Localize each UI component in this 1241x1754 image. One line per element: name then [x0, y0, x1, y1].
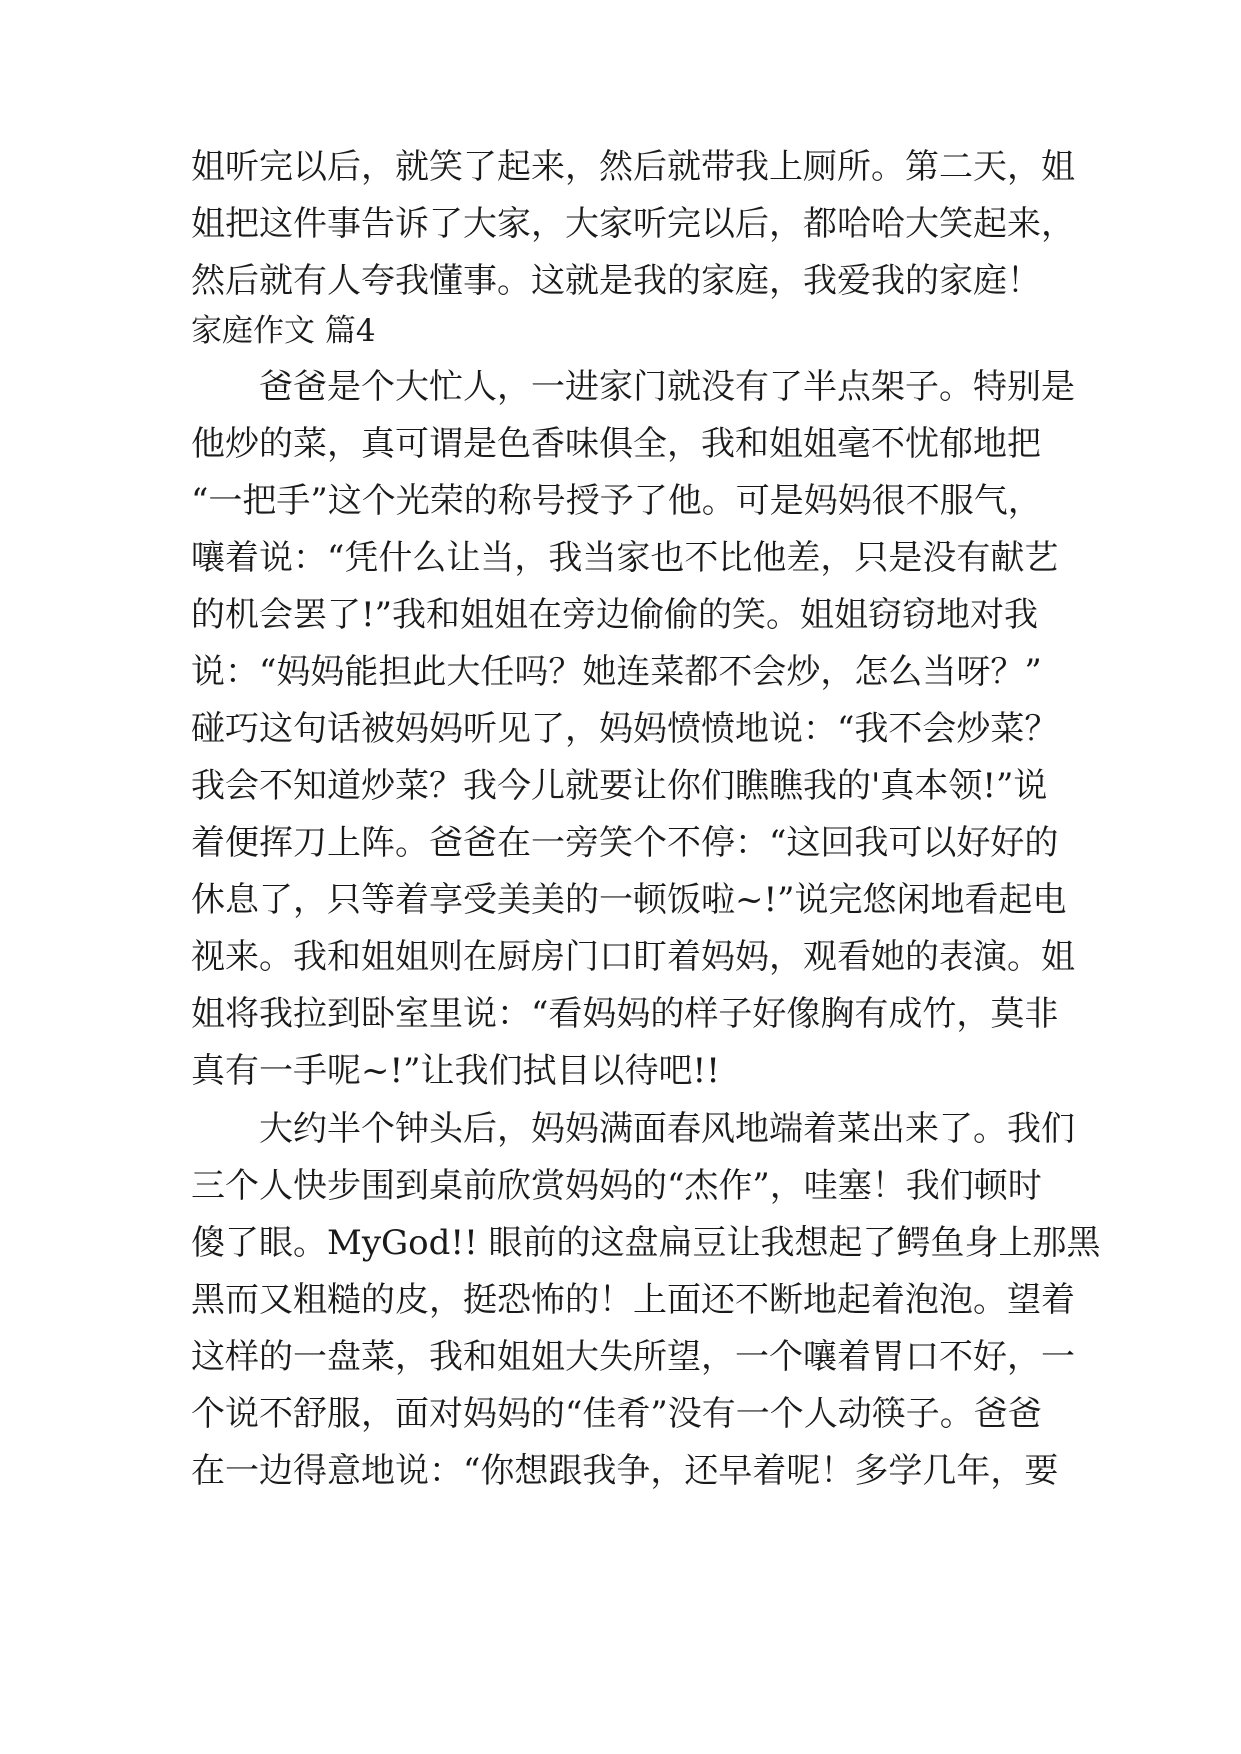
text-line: 这样的一盘菜，我和姐姐大失所望，一个嚷着胃口不好，一	[191, 1337, 1075, 1377]
text-line: 傻了眼。MyGod!! 眼前的这盘扁豆让我想起了鳄鱼身上那黑	[191, 1223, 1101, 1263]
text-line: 真有一手呢~!”让我们拭目以待吧!!	[191, 1051, 720, 1091]
text-line: 姐听完以后，就笑了起来，然后就带我上厕所。第二天，姐	[191, 147, 1075, 187]
text-line: 三个人快步围到桌前欣赏妈妈的“杰作”，哇塞！我们顿时	[191, 1166, 1042, 1206]
text-line: 爸爸是个大忙人，一进家门就没有了半点架子。特别是	[191, 367, 1075, 407]
text-line: 大约半个钟头后，妈妈满面春风地端着菜出来了。我们	[191, 1109, 1075, 1149]
text-line: 我会不知道炒菜？我今儿就要让你们瞧瞧我的'真本领!”说	[191, 766, 1048, 806]
text-line: 休息了，只等着享受美美的一顿饭啦~!”说完悠闲地看起电	[191, 880, 1067, 920]
text-line: 然后就有人夸我懂事。这就是我的家庭，我爱我的家庭！	[191, 261, 1041, 301]
text-line: 黑而又粗糙的皮，挺恐怖的！上面还不断地起着泡泡。望着	[191, 1280, 1075, 1320]
text-line: 在一边得意地说：“你想跟我争，还早着呢！多学几年，要	[191, 1451, 1059, 1491]
text-line: 的机会罢了!”我和姐姐在旁边偷偷的笑。姐姐窃窃地对我	[191, 595, 1039, 635]
text-line: “一把手”这个光荣的称号授予了他。可是妈妈很不服气，	[191, 481, 1042, 521]
text-line: 姐把这件事告诉了大家，大家听完以后，都哈哈大笑起来，	[191, 204, 1075, 244]
text-line: 着便挥刀上阵。爸爸在一旁笑个不停：“这回我可以好好的	[191, 823, 1059, 863]
text-line: 嚷着说：“凭什么让当，我当家也不比他差，只是没有献艺	[191, 538, 1059, 578]
section-heading: 家庭作文 篇4	[191, 313, 376, 349]
text-line: 个说不舒服，面对妈妈的“佳肴”没有一个人动筷子。爸爸	[191, 1394, 1042, 1434]
text-line: 碰巧这句话被妈妈听见了，妈妈愤愤地说：“我不会炒菜？	[191, 709, 1059, 749]
text-line: 姐将我拉到卧室里说：“看妈妈的样子好像胸有成竹，莫非	[191, 994, 1059, 1034]
text-line: 说：“妈妈能担此大任吗？她连菜都不会炒，怎么当呀？”	[191, 652, 1042, 692]
text-line: 视来。我和姐姐则在厨房门口盯着妈妈，观看她的表演。姐	[191, 937, 1075, 977]
text-line: 他炒的菜，真可谓是色香味俱全，我和姐姐毫不忧郁地把	[191, 424, 1041, 464]
